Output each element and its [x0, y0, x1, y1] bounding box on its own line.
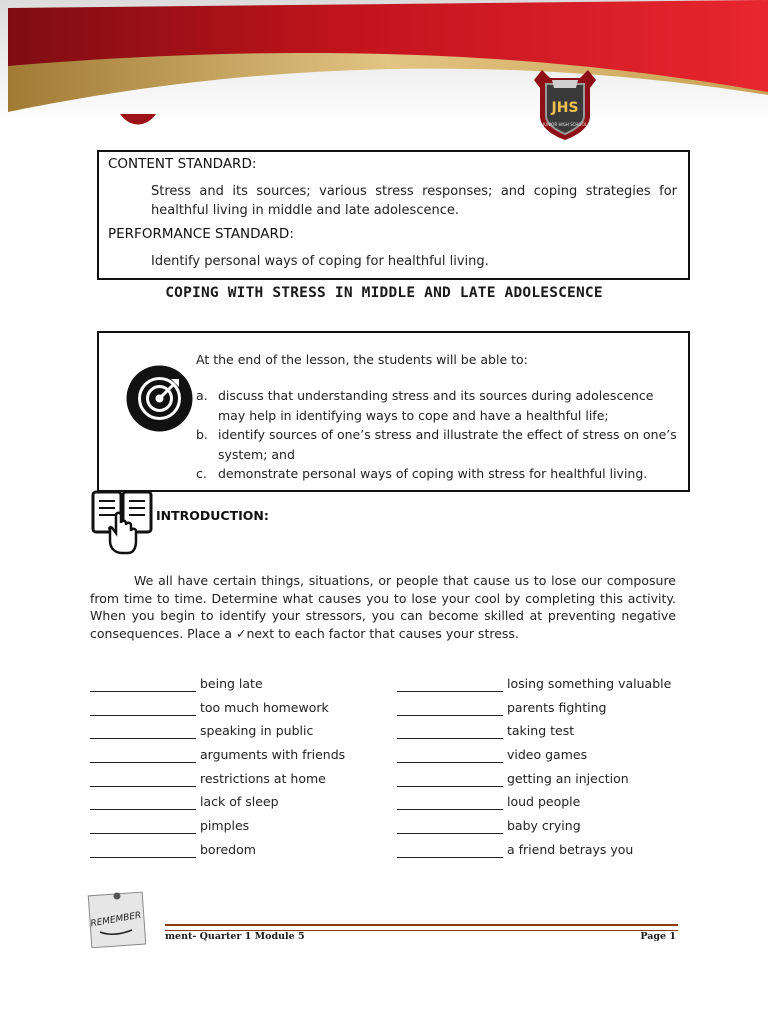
list-marker: b. — [196, 427, 208, 442]
content-standard-heading: CONTENT STANDARD: — [108, 156, 257, 172]
checklist-item — [397, 700, 687, 724]
checklist-label: arguments with friends — [200, 747, 346, 763]
objective-text: identify sources of one’s stress and illustrate the effect of stress on one’s system; and — [218, 427, 677, 462]
checklist-label: speaking in public — [200, 723, 314, 739]
page-number: Page 1 — [640, 931, 676, 942]
checklist-label: being late — [200, 676, 263, 691]
checklist-item — [397, 842, 687, 866]
note-text: REMEMBER — [89, 910, 143, 930]
list-marker: a. — [196, 388, 208, 403]
target-icon — [126, 365, 193, 432]
answer-blank[interactable] — [90, 676, 196, 692]
objective-text: demonstrate personal ways of coping with stress for healthful living. — [218, 466, 648, 481]
answer-blank[interactable] — [397, 700, 503, 716]
checklist-label: a friend betrays you — [507, 841, 634, 857]
checklist-item — [90, 747, 380, 771]
checklist-left-column — [90, 676, 380, 866]
checklist-right-column — [397, 676, 687, 866]
answer-blank[interactable] — [397, 794, 503, 810]
remember-note-icon — [86, 890, 146, 948]
answer-blank[interactable] — [397, 771, 503, 787]
objective-text: discuss that understanding stress and its sources during adolescence may help in identifying ways to cope and have a healthful life; — [218, 388, 654, 423]
checklist-item — [90, 842, 380, 866]
checklist-item — [90, 723, 380, 747]
answer-blank[interactable] — [90, 794, 196, 810]
checklist-item — [397, 794, 687, 818]
checklist-item — [397, 747, 687, 771]
list-marker: c. — [196, 466, 207, 481]
checklist-label: video games — [507, 747, 588, 763]
checklist-item — [90, 771, 380, 795]
answer-blank[interactable] — [90, 747, 196, 763]
introduction-heading: INTRODUCTION: — [156, 508, 269, 523]
logo-ribbon-text: JUNIOR HIGH SCHOOL — [543, 122, 587, 127]
introduction-paragraph — [90, 572, 676, 642]
checklist-label: boredom — [200, 841, 256, 857]
checklist-label: loud people — [507, 794, 581, 810]
content-standard-text: Stress and its sources; various stress responses; and coping strategies for healthful living in middle and late adolescence. — [151, 184, 677, 218]
list-item — [196, 425, 680, 464]
lesson-title: COPING WITH STRESS IN MIDDLE AND LATE ADOLESCENCE — [165, 285, 603, 301]
checklist-item — [90, 700, 380, 724]
objectives-intro: At the end of the lesson, the students will be able to: — [196, 352, 528, 367]
checklist-label: parents fighting — [507, 699, 607, 715]
list-item — [196, 464, 680, 484]
standards-box — [97, 150, 690, 280]
footer-module-label: ment- Quarter 1 Module 5 — [165, 931, 305, 942]
answer-blank[interactable] — [90, 700, 196, 716]
checklist-label: pimples — [200, 818, 250, 834]
checklist-label: getting an injection — [507, 770, 629, 786]
checklist-label: lack of sleep — [200, 794, 279, 810]
header-banner — [0, 0, 768, 125]
book-hand-icon — [90, 489, 156, 555]
answer-blank[interactable] — [90, 771, 196, 787]
checklist-item — [90, 818, 380, 842]
answer-blank[interactable] — [90, 723, 196, 739]
checklist-label: too much homework — [200, 699, 329, 715]
list-item — [196, 386, 680, 425]
logo-text: JHS — [551, 100, 579, 116]
introduction-text: We all have certain things, situations, or people that cause us to lose our composure from time to time. Determine what causes you to lose your cool by completing this activity. When you begin to identify your stressors, you can become skilled at preventing negative consequences. Place a ✓next to each factor that causes your stress. — [90, 573, 676, 641]
answer-blank[interactable] — [90, 842, 196, 858]
checklist-label: losing something valuable — [507, 676, 672, 691]
answer-blank[interactable] — [397, 676, 503, 692]
performance-standard-heading: PERFORMANCE STANDARD: — [108, 226, 294, 242]
checklist-label: restrictions at home — [200, 770, 326, 786]
answer-blank[interactable] — [397, 818, 503, 834]
performance-standard-text: Identify personal ways of coping for healthful living. — [151, 254, 489, 269]
checklist-item — [397, 771, 687, 795]
checklist-item — [397, 818, 687, 842]
objectives-list — [196, 386, 680, 484]
checklist-item — [397, 723, 687, 747]
checklist-item — [397, 676, 687, 700]
answer-blank[interactable] — [90, 818, 196, 834]
answer-blank[interactable] — [397, 842, 503, 858]
checklist-item — [90, 794, 380, 818]
answer-blank[interactable] — [397, 723, 503, 739]
footer-rule — [165, 924, 678, 931]
checklist-item — [90, 676, 380, 700]
checklist-label: taking test — [507, 723, 575, 739]
answer-blank[interactable] — [397, 747, 503, 763]
checklist-label: baby crying — [507, 818, 581, 834]
school-logo-badge — [528, 66, 602, 142]
